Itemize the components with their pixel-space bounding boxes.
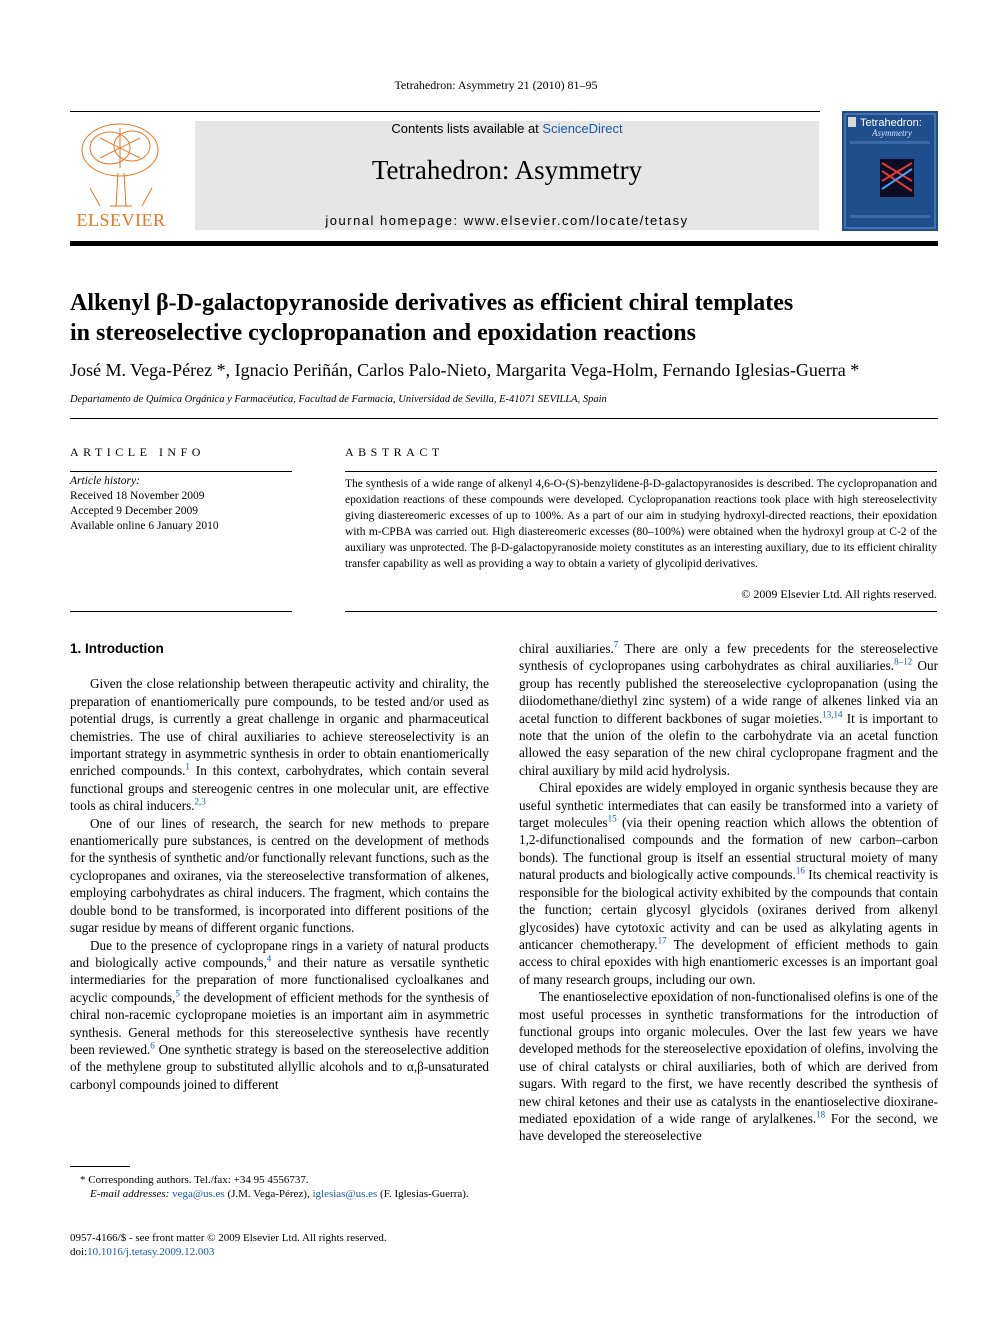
section-heading-introduction: 1. Introduction <box>70 641 164 656</box>
ref-link[interactable]: 4 <box>266 953 272 964</box>
cover-subtitle: Asymmetry <box>872 128 912 138</box>
online-date: Available online 6 January 2010 <box>70 520 219 532</box>
elsevier-wordmark: ELSEVIER <box>76 210 166 230</box>
authors: José M. Vega-Pérez *, Ignacio Periñán, Carlos Palo-Nieto, Margarita Vega-Holm, Fernando Iglesias-Guerra * <box>70 360 860 380</box>
email-link-vega[interactable]: vega@us.es <box>172 1188 225 1200</box>
ref-link[interactable]: 18 <box>816 1109 826 1120</box>
right-column <box>519 640 938 1145</box>
abstract-copyright: © 2009 Elsevier Ltd. All rights reserved. <box>741 587 937 601</box>
history-label: Article history: <box>70 475 140 487</box>
abstract-bottom-rule <box>345 611 937 612</box>
issn-line: 0957-4166/$ - see front matter © 2009 Elsevier Ltd. All rights reserved. <box>70 1232 387 1244</box>
abstract-text: The synthesis of a wide range of alkenyl 4,6-O-(S)-benzylidene-β-D-galactopyranosides is described. The cyclopropanation and epoxidation reactions of these compounds were developed. Cyclopropanation reactions took place with high stereoselectivity giving diastereomeric excesses of up to 100%. As a part of our aim in studying hydroxyl-directed reactions, their epoxidation with m-CPBA was carried out. High diastereomeric excesses (80–100%) were obtained when the hydroxyl group at C-2 of the auxiliary was unprotected. The β-D-galactopyranoside moiety constitutes as an interesting auxiliary, due to its efficient chirality transfer capability as well as providing a way to obtain a variety of glycolipid derivatives. <box>345 478 937 570</box>
abstract-heading: ABSTRACT <box>345 445 444 459</box>
intro-paragraph-2: One of our lines of research, the search for new methods to prepare enantiomerically pure substances, is centred on the development of methods for the synthesis of synthetic and/or functionally relevant functions, such as the cyclopropanes and oxiranes, via the stereoselective transformation of alkenes, employing carbohydrates as chiral inducers. The fragment, which contains the double bond to be transformed, is incorporated into different positions of the sugar residue by means of different organic functions. <box>70 815 489 936</box>
corresponding-author-note: * Corresponding authors. Tel./fax: +34 95 4556737. <box>80 1174 309 1186</box>
journal-homepage[interactable]: journal homepage: www.elsevier.com/locate/tetasy <box>325 213 689 228</box>
article-title-line1: Alkenyl β-D-galactopyranoside derivatives as efficient chiral templates <box>70 290 794 316</box>
article-title <box>70 288 938 348</box>
article-history <box>70 474 292 534</box>
intro-paragraph-4: chiral auxiliaries.$^7$ There are only a few precedents for the stereoselective synthesis of cyclopropanes using carbohydrates as chiral auxiliaries.$^{8-12}$ Our group has recently published the stereoselective cyclopropanation (using the diiodomethane/diethyl zinc system) of a wide range of alkenes linked via an acetal function to different backbones of sugar moieties.$^{13,14}$ It is important to note that the union of the olefin to the carbohydrate via an acetal function allowed the easy separation of the new chiral cyclopropane fragment and the chiral auxiliary by mild acid hydrolysis. <box>519 639 938 778</box>
email-note: E-mail addresses: vega@us.es (J.M. Vega-Pérez), iglesias@us.es (F. Iglesias-Guerra). <box>90 1188 469 1200</box>
ref-link[interactable]: 16 <box>795 865 805 876</box>
contents-prefix: Contents lists available at <box>391 121 543 136</box>
front-matter <box>70 1231 489 1259</box>
sciencedirect-link[interactable]: ScienceDirect <box>542 121 623 136</box>
intro-paragraph-3: Due to the presence of cyclopropane rings in a variety of natural products and biologically active compounds,$^4$ and their nature as versatile synthetic intermediaries for the preparation of more functionalised cycloalkanes and acyclic compounds,$^5$ the development of efficient methods for the synthesis of chiral non-racemic cyclopropane moieties is an important aim in asymmetric synthesis. General methods for this stereoselective synthesis have recently been reviewed.$^6$ One synthetic strategy is based on the stereoselective addition of the methylene group to substituted allyllic alcohols and to α,β-unsaturated carbonyl compounds joined to different <box>70 937 490 1092</box>
journal-cover <box>842 111 938 231</box>
intro-paragraph-6: The enantioselective epoxidation of non-functionalised olefins is one of the most useful processes in synthetic transformations for the introduction of functional groups into organic molecules. Over the last few years we have developed methods for the stereoselective epoxidation of olefins, involving the use of chiral catalysts or chiral auxiliaries, both of which are derived from sugars. With regard to the first, we have recently described the synthesis of new chiral ketones and their use as catalysts in the enantioselective dioxirane-mediated epoxidation of a wide range of arylalkenes.$^{18}$ For the second, we have developed the stereoselective <box>519 989 938 1144</box>
info-bottom-rule <box>70 611 292 612</box>
journal-name: Tetrahedron: Asymmetry <box>371 155 643 185</box>
left-column <box>70 640 489 1093</box>
contents-line <box>195 121 819 136</box>
ref-link[interactable]: 13,14 <box>822 709 843 720</box>
affiliation-rule <box>70 418 938 419</box>
affiliation: Departamento de Química Orgánica y Farmacéutica, Facultad de Farmacia, Universidad de Sevilla, E-41071 SEVILLA, Spain <box>70 394 607 405</box>
accepted-date: Accepted 9 December 2009 <box>70 505 199 517</box>
ref-link[interactable]: 8–12 <box>894 657 913 668</box>
doi-link[interactable]: 10.1016/j.tetasy.2009.12.003 <box>87 1246 215 1258</box>
received-date: Received 18 November 2009 <box>70 490 205 502</box>
ref-link[interactable]: 15 <box>607 813 617 824</box>
journal-citation: Tetrahedron: Asymmetry 21 (2010) 81–95 <box>394 78 598 92</box>
elsevier-logo <box>70 118 172 232</box>
header-thick-rule <box>70 241 938 246</box>
abstract-rule <box>345 471 937 472</box>
article-info-heading: ARTICLE INFO <box>70 445 205 459</box>
info-rule <box>70 471 292 472</box>
footnote-rule <box>70 1166 130 1167</box>
ref-link[interactable]: 6 <box>150 1040 155 1051</box>
ref-link[interactable]: 1 <box>185 762 190 773</box>
email-link-iglesias[interactable]: iglesias@us.es <box>312 1188 378 1200</box>
ref-link[interactable]: 7 <box>613 639 619 650</box>
article-title-line2: in stereoselective cyclopropanation and epoxidation reactions <box>70 320 696 346</box>
ref-link[interactable]: 2,3 <box>194 796 206 807</box>
ref-link[interactable]: 5 <box>175 988 180 999</box>
intro-paragraph-5: Chiral epoxides are widely employed in organic synthesis because they are useful synthetic intermediates that can easily be transformed into a variety of target molecules$^{15}$ (via their opening reaction which allows the obtention of 1,2-difunctionalised compounds and the formation of new carbon–carbon bonds). The functional group is itself an essential structural moiety of many natural products and biologically active compounds.$^{16}$ Its chemical reactivity is responsible for the biological activity exhibited by the compounds that contain the function; certain glycosyl glycidols (oxiranes derived from alkenyl glycosides) have cytotoxic activity and can be used as alkylating agents in anticancer chemotherapy.$^{17}$ The development of efficient methods to gain access to chiral epoxides with high enantiomeric excesses is an important goal of many research groups, including our own. <box>519 780 938 987</box>
ref-link[interactable]: 17 <box>657 935 667 946</box>
cover-title: Tetrahedron: <box>860 117 922 129</box>
doi-line: doi:10.1016/j.tetasy.2009.12.003 <box>70 1246 215 1258</box>
footnotes <box>70 1173 489 1201</box>
header-rule <box>70 111 820 112</box>
intro-paragraph-1: Given the close relationship between therapeutic activity and chirality, the preparation of enantiomerically pure compounds, to be tested and/or used as potential drugs, is currently a great challenge in organic and pharmaceutical chemistries. The use of chiral auxiliaries to achieve stereoselectivity is an important strategy in asymmetric synthesis in order to obtain enantiomerically enriched compounds.$^1$ In this context, carbohydrates, which contain several functional groups and stereogenic centres in one molecular unit, are effective tools as chiral inducers.$^{2,3}$ <box>70 676 490 814</box>
